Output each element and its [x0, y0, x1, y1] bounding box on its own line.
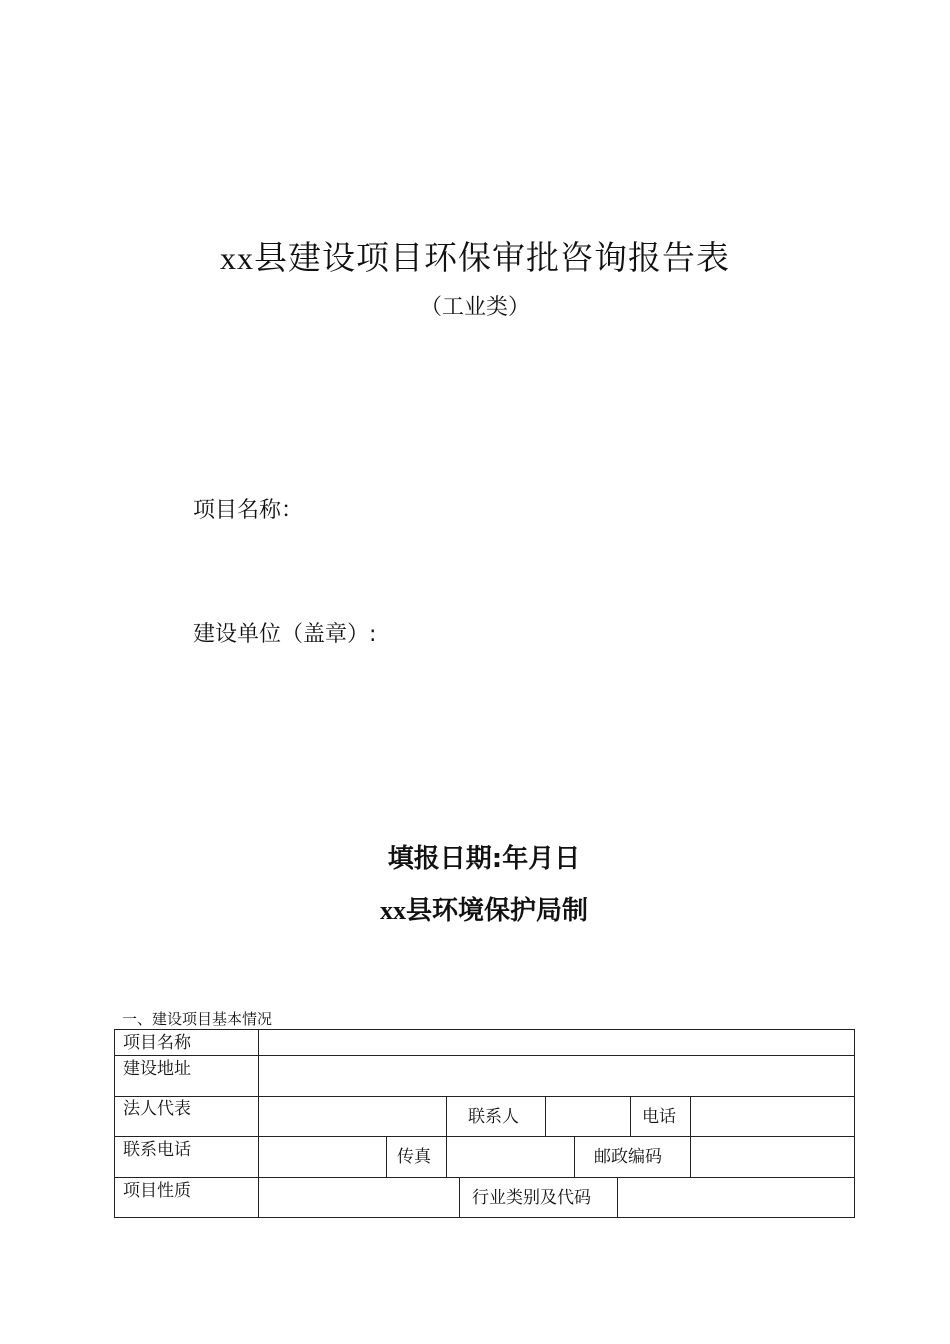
- label-phone: 电话: [642, 1107, 676, 1127]
- label-contact-phone: 联系电话: [123, 1140, 191, 1160]
- label-project-name: 项目名称: [123, 1033, 191, 1053]
- issuer-main: 县环境保护局制: [405, 896, 588, 926]
- title-main: 县建设项目环保审批咨询报告表: [254, 238, 730, 277]
- builder-label: 建设单位（盖章）:: [193, 622, 377, 647]
- label-industry-category-code: 行业类别及代码: [472, 1188, 591, 1208]
- label-fax: 传真: [397, 1147, 431, 1167]
- label-postal-code: 邮政编码: [594, 1147, 662, 1167]
- label-project-nature: 项目性质: [123, 1181, 191, 1201]
- title-county-prefix: xx: [220, 240, 254, 276]
- label-build-address: 建设地址: [123, 1059, 191, 1079]
- label-contact-person: 联系人: [468, 1107, 519, 1127]
- issuer-county-prefix: xx: [379, 896, 406, 925]
- fill-date: 填报日期:年月日: [387, 844, 581, 874]
- label-legal-representative: 法人代表: [123, 1099, 191, 1119]
- section-title: 一、建设项目基本情况: [122, 1010, 273, 1028]
- report-subtitle: （工业类）: [419, 295, 530, 320]
- project-name-label: 项目名称：: [193, 498, 304, 523]
